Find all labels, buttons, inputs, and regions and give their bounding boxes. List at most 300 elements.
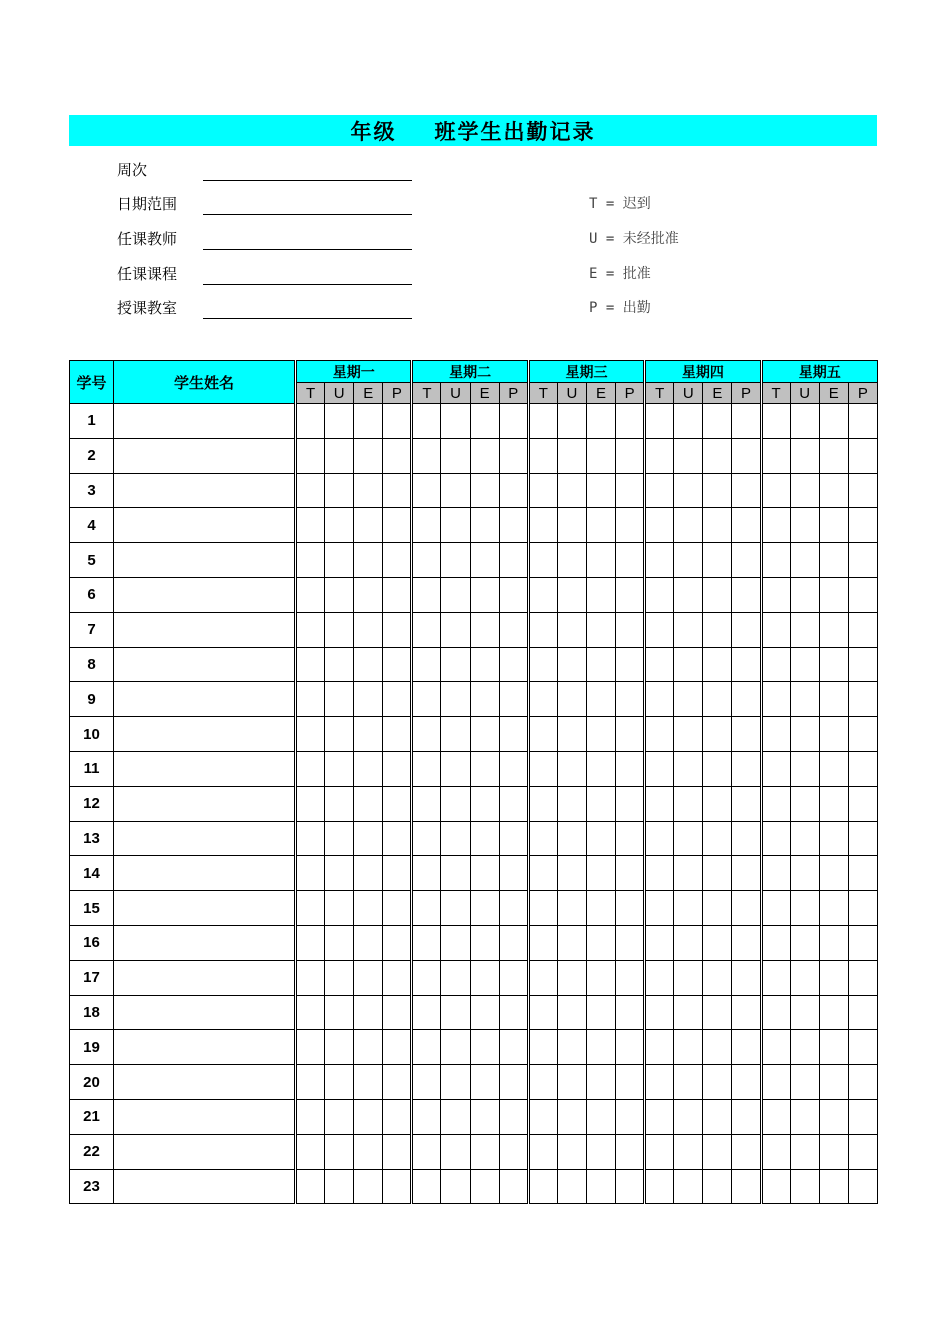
attendance-cell[interactable]: [325, 1099, 354, 1134]
attendance-cell[interactable]: [732, 717, 761, 752]
attendance-cell[interactable]: [412, 1134, 441, 1169]
attendance-cell[interactable]: [296, 786, 325, 821]
attendance-cell[interactable]: [761, 995, 790, 1030]
attendance-cell[interactable]: [732, 577, 761, 612]
attendance-cell[interactable]: [674, 960, 703, 995]
attendance-cell[interactable]: [732, 960, 761, 995]
attendance-cell[interactable]: [296, 960, 325, 995]
attendance-cell[interactable]: [354, 577, 383, 612]
attendance-cell[interactable]: [354, 1030, 383, 1065]
attendance-cell[interactable]: [703, 1134, 732, 1169]
attendance-cell[interactable]: [528, 1169, 557, 1204]
attendance-cell[interactable]: [586, 821, 615, 856]
student-name-cell[interactable]: [114, 891, 296, 926]
attendance-cell[interactable]: [354, 647, 383, 682]
attendance-cell[interactable]: [645, 508, 674, 543]
attendance-cell[interactable]: [761, 821, 790, 856]
attendance-cell[interactable]: [790, 473, 819, 508]
attendance-cell[interactable]: [354, 717, 383, 752]
attendance-cell[interactable]: [557, 577, 586, 612]
attendance-cell[interactable]: [819, 751, 848, 786]
attendance-cell[interactable]: [383, 1065, 412, 1100]
student-name-cell[interactable]: [114, 821, 296, 856]
attendance-cell[interactable]: [674, 1099, 703, 1134]
attendance-cell[interactable]: [441, 786, 470, 821]
attendance-cell[interactable]: [761, 508, 790, 543]
attendance-cell[interactable]: [470, 438, 499, 473]
attendance-cell[interactable]: [499, 1099, 528, 1134]
attendance-cell[interactable]: [470, 1134, 499, 1169]
attendance-cell[interactable]: [470, 1030, 499, 1065]
attendance-cell[interactable]: [703, 647, 732, 682]
attendance-cell[interactable]: [674, 404, 703, 439]
student-name-cell[interactable]: [114, 404, 296, 439]
attendance-cell[interactable]: [674, 577, 703, 612]
attendance-cell[interactable]: [528, 995, 557, 1030]
attendance-cell[interactable]: [325, 1030, 354, 1065]
attendance-cell[interactable]: [761, 577, 790, 612]
attendance-cell[interactable]: [790, 1169, 819, 1204]
student-name-cell[interactable]: [114, 960, 296, 995]
attendance-cell[interactable]: [674, 856, 703, 891]
attendance-cell[interactable]: [325, 821, 354, 856]
attendance-cell[interactable]: [848, 1099, 877, 1134]
attendance-cell[interactable]: [645, 543, 674, 578]
attendance-cell[interactable]: [325, 856, 354, 891]
attendance-cell[interactable]: [616, 647, 645, 682]
attendance-cell[interactable]: [586, 856, 615, 891]
attendance-cell[interactable]: [441, 821, 470, 856]
attendance-cell[interactable]: [470, 717, 499, 752]
attendance-cell[interactable]: [848, 438, 877, 473]
attendance-cell[interactable]: [790, 1099, 819, 1134]
attendance-cell[interactable]: [557, 821, 586, 856]
attendance-cell[interactable]: [645, 821, 674, 856]
attendance-cell[interactable]: [645, 925, 674, 960]
attendance-cell[interactable]: [645, 1065, 674, 1100]
attendance-cell[interactable]: [470, 891, 499, 926]
attendance-cell[interactable]: [645, 473, 674, 508]
attendance-cell[interactable]: [412, 925, 441, 960]
attendance-cell[interactable]: [441, 960, 470, 995]
attendance-cell[interactable]: [499, 717, 528, 752]
attendance-cell[interactable]: [790, 647, 819, 682]
info-input-line[interactable]: [203, 284, 412, 285]
attendance-cell[interactable]: [819, 891, 848, 926]
attendance-cell[interactable]: [616, 404, 645, 439]
attendance-cell[interactable]: [383, 404, 412, 439]
attendance-cell[interactable]: [732, 1099, 761, 1134]
attendance-cell[interactable]: [354, 786, 383, 821]
attendance-cell[interactable]: [383, 1169, 412, 1204]
attendance-cell[interactable]: [616, 717, 645, 752]
attendance-cell[interactable]: [557, 925, 586, 960]
attendance-cell[interactable]: [586, 786, 615, 821]
attendance-cell[interactable]: [703, 682, 732, 717]
attendance-cell[interactable]: [528, 473, 557, 508]
attendance-cell[interactable]: [412, 821, 441, 856]
attendance-cell[interactable]: [296, 821, 325, 856]
attendance-cell[interactable]: [586, 438, 615, 473]
attendance-cell[interactable]: [616, 682, 645, 717]
attendance-cell[interactable]: [528, 925, 557, 960]
attendance-cell[interactable]: [557, 612, 586, 647]
attendance-cell[interactable]: [441, 891, 470, 926]
attendance-cell[interactable]: [761, 1099, 790, 1134]
attendance-cell[interactable]: [819, 682, 848, 717]
attendance-cell[interactable]: [354, 1169, 383, 1204]
attendance-cell[interactable]: [848, 891, 877, 926]
attendance-cell[interactable]: [499, 404, 528, 439]
attendance-cell[interactable]: [819, 612, 848, 647]
attendance-cell[interactable]: [354, 856, 383, 891]
attendance-cell[interactable]: [616, 786, 645, 821]
attendance-cell[interactable]: [383, 438, 412, 473]
attendance-cell[interactable]: [325, 786, 354, 821]
attendance-cell[interactable]: [325, 1169, 354, 1204]
student-name-cell[interactable]: [114, 577, 296, 612]
student-name-cell[interactable]: [114, 1030, 296, 1065]
attendance-cell[interactable]: [528, 577, 557, 612]
attendance-cell[interactable]: [499, 786, 528, 821]
attendance-cell[interactable]: [499, 682, 528, 717]
attendance-cell[interactable]: [616, 1134, 645, 1169]
attendance-cell[interactable]: [616, 1030, 645, 1065]
attendance-cell[interactable]: [354, 1065, 383, 1100]
attendance-cell[interactable]: [732, 1134, 761, 1169]
attendance-cell[interactable]: [296, 891, 325, 926]
attendance-cell[interactable]: [528, 821, 557, 856]
attendance-cell[interactable]: [790, 1134, 819, 1169]
attendance-cell[interactable]: [848, 1030, 877, 1065]
attendance-cell[interactable]: [819, 543, 848, 578]
attendance-cell[interactable]: [412, 612, 441, 647]
attendance-cell[interactable]: [645, 682, 674, 717]
attendance-cell[interactable]: [703, 786, 732, 821]
attendance-cell[interactable]: [412, 473, 441, 508]
attendance-cell[interactable]: [703, 1030, 732, 1065]
attendance-cell[interactable]: [499, 891, 528, 926]
student-name-cell[interactable]: [114, 543, 296, 578]
attendance-cell[interactable]: [383, 925, 412, 960]
attendance-cell[interactable]: [528, 960, 557, 995]
attendance-cell[interactable]: [412, 891, 441, 926]
attendance-cell[interactable]: [325, 891, 354, 926]
attendance-cell[interactable]: [383, 647, 412, 682]
attendance-cell[interactable]: [470, 856, 499, 891]
attendance-cell[interactable]: [616, 821, 645, 856]
student-name-cell[interactable]: [114, 751, 296, 786]
attendance-cell[interactable]: [441, 647, 470, 682]
attendance-cell[interactable]: [674, 612, 703, 647]
attendance-cell[interactable]: [325, 508, 354, 543]
attendance-cell[interactable]: [645, 960, 674, 995]
attendance-cell[interactable]: [470, 682, 499, 717]
attendance-cell[interactable]: [848, 647, 877, 682]
attendance-cell[interactable]: [383, 612, 412, 647]
attendance-cell[interactable]: [441, 995, 470, 1030]
attendance-cell[interactable]: [383, 1030, 412, 1065]
attendance-cell[interactable]: [703, 612, 732, 647]
attendance-cell[interactable]: [528, 647, 557, 682]
attendance-cell[interactable]: [296, 1099, 325, 1134]
attendance-cell[interactable]: [441, 473, 470, 508]
attendance-cell[interactable]: [354, 891, 383, 926]
attendance-cell[interactable]: [412, 1030, 441, 1065]
attendance-cell[interactable]: [557, 438, 586, 473]
attendance-cell[interactable]: [586, 751, 615, 786]
attendance-cell[interactable]: [645, 1030, 674, 1065]
attendance-cell[interactable]: [296, 543, 325, 578]
attendance-cell[interactable]: [645, 647, 674, 682]
attendance-cell[interactable]: [732, 821, 761, 856]
attendance-cell[interactable]: [586, 577, 615, 612]
attendance-cell[interactable]: [848, 682, 877, 717]
attendance-cell[interactable]: [296, 682, 325, 717]
attendance-cell[interactable]: [674, 925, 703, 960]
attendance-cell[interactable]: [557, 543, 586, 578]
attendance-cell[interactable]: [441, 925, 470, 960]
attendance-cell[interactable]: [441, 1065, 470, 1100]
attendance-cell[interactable]: [703, 1169, 732, 1204]
attendance-cell[interactable]: [703, 960, 732, 995]
attendance-cell[interactable]: [761, 612, 790, 647]
attendance-cell[interactable]: [703, 404, 732, 439]
student-name-cell[interactable]: [114, 473, 296, 508]
attendance-cell[interactable]: [470, 543, 499, 578]
attendance-cell[interactable]: [819, 404, 848, 439]
attendance-cell[interactable]: [790, 925, 819, 960]
attendance-cell[interactable]: [761, 682, 790, 717]
attendance-cell[interactable]: [383, 821, 412, 856]
attendance-cell[interactable]: [412, 717, 441, 752]
attendance-cell[interactable]: [732, 647, 761, 682]
attendance-cell[interactable]: [296, 995, 325, 1030]
attendance-cell[interactable]: [848, 856, 877, 891]
attendance-cell[interactable]: [441, 717, 470, 752]
attendance-cell[interactable]: [819, 438, 848, 473]
attendance-cell[interactable]: [325, 960, 354, 995]
attendance-cell[interactable]: [790, 577, 819, 612]
attendance-cell[interactable]: [441, 404, 470, 439]
attendance-cell[interactable]: [790, 751, 819, 786]
attendance-cell[interactable]: [354, 682, 383, 717]
attendance-cell[interactable]: [848, 473, 877, 508]
attendance-cell[interactable]: [296, 717, 325, 752]
attendance-cell[interactable]: [499, 473, 528, 508]
attendance-cell[interactable]: [499, 1169, 528, 1204]
attendance-cell[interactable]: [528, 751, 557, 786]
attendance-cell[interactable]: [674, 438, 703, 473]
attendance-cell[interactable]: [296, 404, 325, 439]
attendance-cell[interactable]: [732, 786, 761, 821]
attendance-cell[interactable]: [616, 925, 645, 960]
attendance-cell[interactable]: [383, 960, 412, 995]
attendance-cell[interactable]: [499, 612, 528, 647]
attendance-cell[interactable]: [819, 925, 848, 960]
student-name-cell[interactable]: [114, 612, 296, 647]
attendance-cell[interactable]: [470, 647, 499, 682]
attendance-cell[interactable]: [674, 473, 703, 508]
attendance-cell[interactable]: [732, 543, 761, 578]
attendance-cell[interactable]: [848, 821, 877, 856]
attendance-cell[interactable]: [441, 543, 470, 578]
attendance-cell[interactable]: [674, 1030, 703, 1065]
attendance-cell[interactable]: [732, 1030, 761, 1065]
attendance-cell[interactable]: [732, 925, 761, 960]
attendance-cell[interactable]: [703, 821, 732, 856]
attendance-cell[interactable]: [383, 891, 412, 926]
attendance-cell[interactable]: [528, 508, 557, 543]
attendance-cell[interactable]: [499, 1030, 528, 1065]
attendance-cell[interactable]: [790, 995, 819, 1030]
attendance-cell[interactable]: [325, 473, 354, 508]
student-name-cell[interactable]: [114, 647, 296, 682]
attendance-cell[interactable]: [819, 508, 848, 543]
attendance-cell[interactable]: [848, 925, 877, 960]
attendance-cell[interactable]: [645, 438, 674, 473]
attendance-cell[interactable]: [412, 577, 441, 612]
attendance-cell[interactable]: [296, 473, 325, 508]
attendance-cell[interactable]: [528, 856, 557, 891]
attendance-cell[interactable]: [470, 751, 499, 786]
attendance-cell[interactable]: [412, 404, 441, 439]
attendance-cell[interactable]: [790, 786, 819, 821]
attendance-cell[interactable]: [412, 647, 441, 682]
attendance-cell[interactable]: [383, 1099, 412, 1134]
attendance-cell[interactable]: [470, 1065, 499, 1100]
attendance-cell[interactable]: [790, 508, 819, 543]
attendance-cell[interactable]: [819, 1099, 848, 1134]
attendance-cell[interactable]: [674, 786, 703, 821]
attendance-cell[interactable]: [296, 925, 325, 960]
attendance-cell[interactable]: [761, 960, 790, 995]
attendance-cell[interactable]: [441, 1030, 470, 1065]
attendance-cell[interactable]: [557, 717, 586, 752]
info-input-line[interactable]: [203, 249, 412, 250]
attendance-cell[interactable]: [470, 404, 499, 439]
attendance-cell[interactable]: [412, 960, 441, 995]
attendance-cell[interactable]: [819, 856, 848, 891]
attendance-cell[interactable]: [383, 786, 412, 821]
attendance-cell[interactable]: [441, 856, 470, 891]
attendance-cell[interactable]: [761, 856, 790, 891]
attendance-cell[interactable]: [732, 473, 761, 508]
attendance-cell[interactable]: [848, 1134, 877, 1169]
attendance-cell[interactable]: [557, 856, 586, 891]
attendance-cell[interactable]: [470, 508, 499, 543]
attendance-cell[interactable]: [761, 473, 790, 508]
attendance-cell[interactable]: [470, 1099, 499, 1134]
attendance-cell[interactable]: [528, 891, 557, 926]
attendance-cell[interactable]: [470, 577, 499, 612]
attendance-cell[interactable]: [819, 577, 848, 612]
attendance-cell[interactable]: [412, 543, 441, 578]
attendance-cell[interactable]: [325, 543, 354, 578]
attendance-cell[interactable]: [645, 1169, 674, 1204]
attendance-cell[interactable]: [616, 1099, 645, 1134]
attendance-cell[interactable]: [325, 1065, 354, 1100]
attendance-cell[interactable]: [674, 682, 703, 717]
attendance-cell[interactable]: [586, 1030, 615, 1065]
attendance-cell[interactable]: [499, 438, 528, 473]
attendance-cell[interactable]: [703, 543, 732, 578]
attendance-cell[interactable]: [383, 995, 412, 1030]
attendance-cell[interactable]: [528, 1099, 557, 1134]
attendance-cell[interactable]: [528, 1030, 557, 1065]
attendance-cell[interactable]: [790, 438, 819, 473]
attendance-cell[interactable]: [703, 1065, 732, 1100]
attendance-cell[interactable]: [586, 404, 615, 439]
attendance-cell[interactable]: [354, 404, 383, 439]
attendance-cell[interactable]: [761, 647, 790, 682]
attendance-cell[interactable]: [470, 612, 499, 647]
attendance-cell[interactable]: [732, 1065, 761, 1100]
attendance-cell[interactable]: [616, 577, 645, 612]
attendance-cell[interactable]: [528, 612, 557, 647]
attendance-cell[interactable]: [761, 891, 790, 926]
attendance-cell[interactable]: [790, 891, 819, 926]
attendance-cell[interactable]: [557, 473, 586, 508]
attendance-cell[interactable]: [761, 717, 790, 752]
attendance-cell[interactable]: [470, 960, 499, 995]
attendance-cell[interactable]: [819, 995, 848, 1030]
student-name-cell[interactable]: [114, 995, 296, 1030]
attendance-cell[interactable]: [528, 543, 557, 578]
student-name-cell[interactable]: [114, 925, 296, 960]
attendance-cell[interactable]: [732, 856, 761, 891]
attendance-cell[interactable]: [616, 508, 645, 543]
attendance-cell[interactable]: [790, 612, 819, 647]
attendance-cell[interactable]: [499, 856, 528, 891]
attendance-cell[interactable]: [586, 1065, 615, 1100]
attendance-cell[interactable]: [557, 1169, 586, 1204]
attendance-cell[interactable]: [325, 925, 354, 960]
attendance-cell[interactable]: [354, 508, 383, 543]
info-input-line[interactable]: [203, 180, 412, 181]
attendance-cell[interactable]: [383, 473, 412, 508]
attendance-cell[interactable]: [441, 1134, 470, 1169]
attendance-cell[interactable]: [790, 1030, 819, 1065]
attendance-cell[interactable]: [354, 473, 383, 508]
attendance-cell[interactable]: [441, 1099, 470, 1134]
attendance-cell[interactable]: [703, 577, 732, 612]
attendance-cell[interactable]: [354, 960, 383, 995]
attendance-cell[interactable]: [645, 1099, 674, 1134]
attendance-cell[interactable]: [412, 1065, 441, 1100]
attendance-cell[interactable]: [383, 577, 412, 612]
attendance-cell[interactable]: [557, 508, 586, 543]
attendance-cell[interactable]: [645, 404, 674, 439]
attendance-cell[interactable]: [586, 473, 615, 508]
attendance-cell[interactable]: [586, 508, 615, 543]
attendance-cell[interactable]: [674, 1134, 703, 1169]
attendance-cell[interactable]: [790, 821, 819, 856]
attendance-cell[interactable]: [848, 543, 877, 578]
attendance-cell[interactable]: [354, 543, 383, 578]
attendance-cell[interactable]: [616, 995, 645, 1030]
attendance-cell[interactable]: [557, 1099, 586, 1134]
attendance-cell[interactable]: [761, 438, 790, 473]
attendance-cell[interactable]: [819, 1030, 848, 1065]
attendance-cell[interactable]: [296, 508, 325, 543]
attendance-cell[interactable]: [616, 856, 645, 891]
attendance-cell[interactable]: [441, 682, 470, 717]
attendance-cell[interactable]: [586, 925, 615, 960]
attendance-cell[interactable]: [790, 960, 819, 995]
attendance-cell[interactable]: [732, 508, 761, 543]
attendance-cell[interactable]: [732, 891, 761, 926]
